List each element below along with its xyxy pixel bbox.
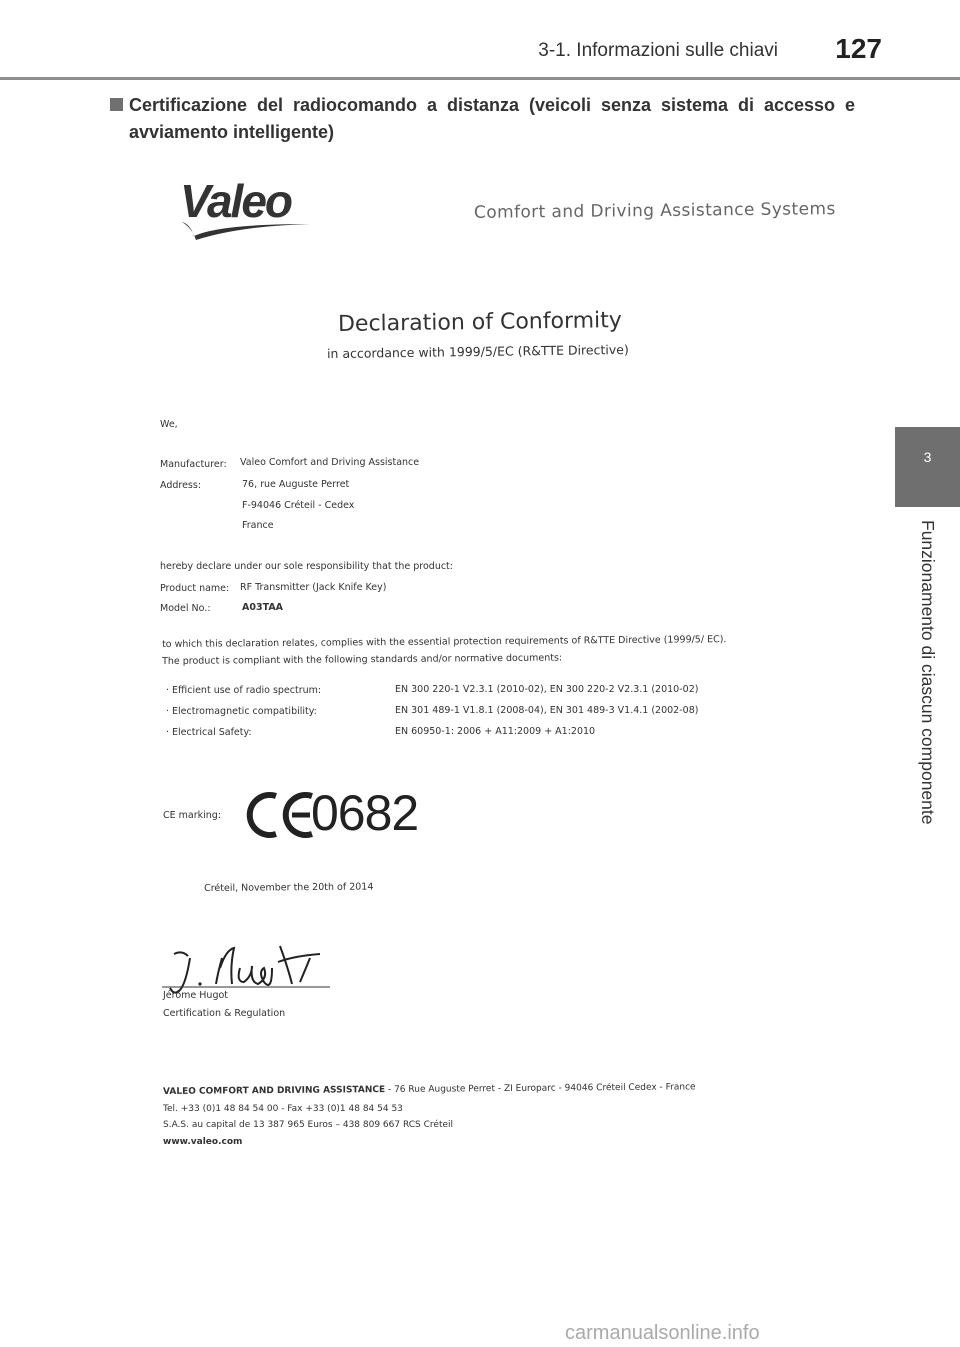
site-watermark: carmanualsonline.info	[565, 1322, 760, 1344]
model-value: A03TAA	[242, 602, 284, 613]
standard-value-1: EN 300 220-1 V2.3.1 (2010-02), EN 300 220-2 V2.3.1 (2010-02)	[395, 684, 699, 695]
address-line-2: F-94046 Créteil - Cedex	[242, 500, 355, 511]
heading-line-1-text: Certificazione del radiocomando a distanza (veicoli senza sistema di accesso e	[129, 95, 855, 115]
heading-line-2: avviamento intelligente)	[129, 122, 335, 142]
valeo-swoosh-icon	[180, 218, 315, 240]
footer-capital: S.A.S. au capital de 13 387 965 Euros – 438 809 667 RCS Créteil	[163, 1120, 454, 1130]
standard-value-3: EN 60950-1: 2006 + A11:2009 + A1:2010	[395, 726, 596, 737]
valeo-tagline: Comfort and Driving Assistance Systems	[473, 199, 836, 223]
valeo-logo	[180, 175, 315, 240]
product-value: RF Transmitter (Jack Knife Key)	[240, 582, 387, 593]
declaration-subtitle: in accordance with 1999/5/EC (R&TTE Directive)	[326, 341, 629, 362]
we-text: We,	[160, 419, 178, 430]
product-label: Product name:	[160, 583, 230, 594]
section-title: 3-1. Informazioni sulle chiavi	[538, 40, 778, 61]
complies-line-1: to which this declaration relates, complies with the essential protection requirements of R&TTE Directive (1999/5/ EC).	[162, 634, 727, 650]
address-line-3: France	[242, 520, 274, 531]
footer-company: VALEO COMFORT AND DRIVING ASSISTANCE	[163, 1085, 386, 1097]
footer-company-line	[163, 1082, 696, 1097]
valeo-logo-text: Valeo	[180, 175, 292, 227]
place-date: Créteil, November the 20th of 2014	[204, 881, 374, 894]
standard-value-2: EN 301 489-1 V1.8.1 (2008-04), EN 301 489-3 V1.4.1 (2002-08)	[395, 705, 699, 716]
manufacturer-value: Valeo Comfort and Driving Assistance	[240, 457, 420, 468]
model-label: Model No.:	[160, 603, 211, 614]
standard-label-1: · Efficient use of radio spectrum:	[166, 685, 322, 696]
page-number: 127	[835, 33, 882, 64]
address-line-1: 76, rue Auguste Perret	[242, 479, 350, 490]
standard-label-2: · Electromagnetic compatibility:	[166, 706, 317, 717]
declaration-title: Declaration of Conformity	[337, 308, 623, 337]
address-label: Address:	[160, 480, 202, 491]
ce-mark-icon	[246, 790, 318, 840]
declare-line: hereby declare under our sole responsibility that the product:	[160, 561, 453, 572]
manufacturer-label: Manufacturer:	[160, 459, 227, 470]
signer-role: Certification & Regulation	[163, 1008, 286, 1019]
complies-line-2: The product is compliant with the following standards and/or normative documents:	[162, 652, 563, 667]
chapter-number: 3	[923, 449, 932, 465]
chapter-label: Funzionamento di ciascun componente	[918, 520, 938, 825]
signer-name: Jérôme Hugot	[163, 990, 229, 1001]
signature-image	[160, 938, 335, 996]
ce-marking-label: CE marking:	[163, 810, 222, 821]
footer-address: - 76 Rue Auguste Perret - ZI Europarc - 94046 Créteil Cedex - France	[385, 1082, 696, 1096]
footer-website: www.valeo.com	[163, 1137, 243, 1147]
standard-label-3: · Electrical Safety:	[166, 727, 252, 738]
footer-tel: Tel. +33 (0)1 48 84 54 00 - Fax +33 (0)1 48 84 54 53	[163, 1104, 403, 1114]
ce-notified-body-number: 0682	[311, 785, 419, 841]
